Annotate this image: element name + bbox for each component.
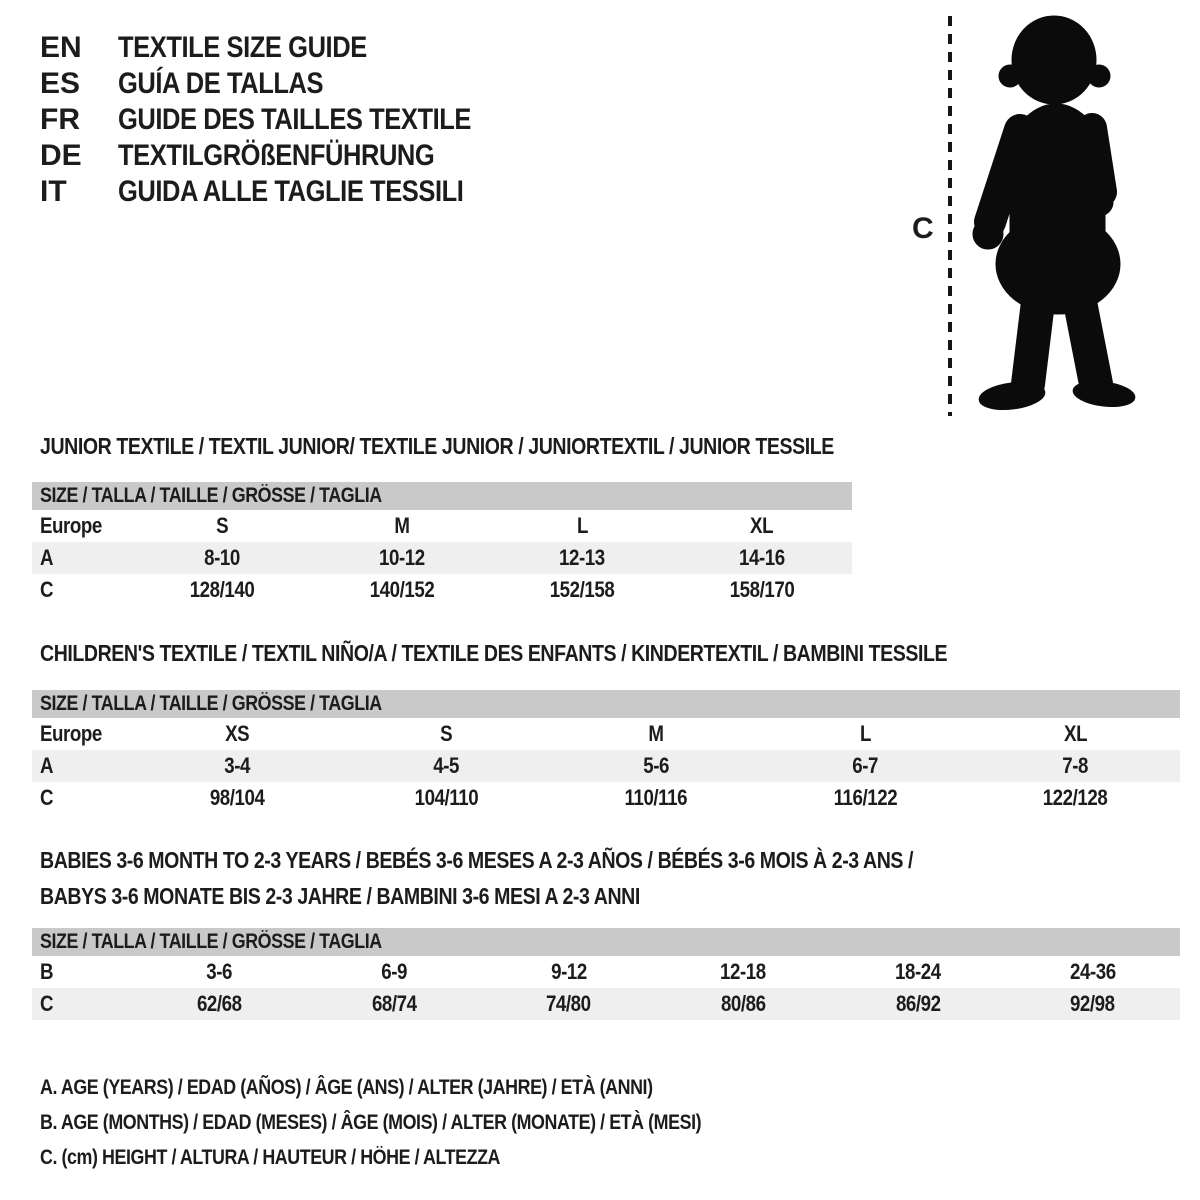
table-row	[32, 510, 852, 542]
table-row	[32, 574, 852, 606]
size-cell: XS	[224, 721, 249, 746]
guide-title: GUIDA ALLE TAGLIE TESSILI	[118, 175, 464, 208]
size-header-bar	[32, 482, 852, 510]
language-code: FR	[40, 103, 80, 136]
size-cell: 3-4	[223, 753, 250, 778]
size-cell: 12-13	[559, 545, 605, 570]
size-cell: 10-12	[379, 545, 425, 570]
size-cell: 18-24	[895, 959, 941, 984]
size-cell: 74/80	[546, 991, 591, 1016]
babies-size-table	[32, 928, 1180, 1020]
language-row	[40, 174, 533, 210]
row-label: C	[40, 785, 54, 810]
language-row	[40, 102, 533, 138]
guide-title: GUIDE DES TAILLES TEXTILE	[118, 103, 472, 136]
size-cell: 7-8	[1062, 753, 1089, 778]
size-cell: 98/104	[209, 785, 265, 810]
size-cell: M	[394, 513, 410, 538]
row-label: A	[40, 545, 54, 570]
size-cell: XL	[1063, 721, 1087, 746]
size-cell: L	[860, 721, 872, 746]
size-header-text: SIZE / TALLA / TAILLE / GRÖSSE / TAGLIA	[40, 484, 382, 507]
table-row	[32, 956, 1180, 988]
table-row	[32, 718, 1180, 750]
size-cell: 6-7	[852, 753, 879, 778]
section-title-text: CHILDREN'S TEXTILE / TEXTIL NIÑO/A / TEXTILE DES ENFANTS / KINDERTEXTIL / BAMBINI TESSILE	[40, 640, 948, 666]
size-cell: 86/92	[895, 991, 941, 1016]
height-measure-label: C	[912, 212, 934, 245]
row-label: B	[40, 959, 54, 984]
size-cell: 8-10	[204, 545, 240, 570]
height-measure-dashed-line	[948, 16, 952, 416]
size-cell: 62/68	[196, 991, 242, 1016]
junior-size-table	[32, 482, 852, 606]
row-label: C	[40, 991, 54, 1016]
legend-line-c: C. (cm) HEIGHT / ALTURA / HAUTEUR / HÖHE / ALTEZZA	[40, 1146, 501, 1169]
size-cell: 92/98	[1070, 991, 1115, 1016]
size-cell: 152/158	[549, 577, 615, 602]
size-cell: 158/170	[729, 577, 795, 602]
language-code: IT	[40, 175, 67, 208]
legend-line-b: B. AGE (MONTHS) / EDAD (MESES) / ÂGE (MOIS) / ALTER (MONATE) / ETÀ (MESI)	[40, 1111, 702, 1134]
language-row	[40, 30, 533, 66]
children-size-table	[32, 690, 1180, 814]
language-code: ES	[40, 67, 81, 100]
measurement-legend	[40, 1070, 818, 1175]
size-cell: 5-6	[643, 753, 669, 778]
section-title-text: JUNIOR TEXTILE / TEXTIL JUNIOR/ TEXTILE JUNIOR / JUNIORTEXTIL / JUNIOR TESSILE	[40, 433, 834, 459]
size-cell: 6-9	[381, 959, 407, 984]
row-label: C	[40, 577, 54, 602]
language-code: EN	[40, 31, 82, 64]
size-cell: 14-16	[739, 545, 785, 570]
size-cell: 140/152	[369, 577, 435, 602]
size-header-text: SIZE / TALLA / TAILLE / GRÖSSE / TAGLIA	[40, 930, 382, 953]
size-cell: L	[576, 513, 588, 538]
row-label: Europe	[40, 513, 102, 538]
size-cell: 122/128	[1042, 785, 1108, 810]
size-cell: 104/110	[414, 785, 479, 810]
table-row	[32, 988, 1180, 1020]
guide-title: TEXTILE SIZE GUIDE	[118, 31, 367, 64]
section-title-babies	[40, 842, 1067, 914]
size-header-bar	[32, 690, 1180, 718]
size-cell: 128/140	[189, 577, 255, 602]
guide-title: GUÍA DE TALLAS	[118, 67, 324, 100]
size-cell: 12-18	[720, 959, 767, 984]
section-title-junior	[40, 428, 974, 464]
size-cell: S	[215, 513, 229, 538]
size-cell: 24-36	[1069, 959, 1116, 984]
language-row	[40, 66, 533, 102]
section-title-line1: BABIES 3-6 MONTH TO 2-3 YEARS / BEBÉS 3-6 MESES A 2-3 AÑOS / BÉBÉS 3-6 MOIS À 2-3 ANS /	[40, 847, 914, 873]
size-cell: XL	[750, 513, 774, 538]
size-cell: M	[648, 721, 664, 746]
table-row	[32, 782, 1180, 814]
size-cell: 110/116	[624, 785, 688, 810]
toddler-silhouette-icon	[958, 12, 1138, 412]
size-cell: 80/86	[720, 991, 766, 1016]
row-label: Europe	[40, 721, 102, 746]
size-cell: 9-12	[550, 959, 587, 984]
row-label: A	[40, 753, 54, 778]
table-row	[32, 542, 852, 574]
legend-line-a: A. AGE (YEARS) / EDAD (AÑOS) / ÂGE (ANS) / ALTER (JAHRE) / ETÀ (ANNI)	[40, 1076, 653, 1099]
guide-title: TEXTILGRÖßENFÜHRUNG	[118, 139, 435, 172]
size-header-text: SIZE / TALLA / TAILLE / GRÖSSE / TAGLIA	[40, 692, 382, 715]
section-title-line2: BABYS 3-6 MONATE BIS 2-3 JAHRE / BAMBINI 3-6 MESI A 2-3 ANNI	[40, 883, 640, 909]
size-cell: 3-6	[206, 959, 233, 984]
language-title-list	[40, 30, 533, 210]
size-cell: 116/122	[833, 785, 898, 810]
size-cell: S	[440, 721, 453, 746]
table-row	[32, 750, 1180, 782]
section-title-children	[40, 635, 1107, 671]
size-cell: 68/74	[371, 991, 417, 1016]
size-header-bar	[32, 928, 1180, 956]
size-cell: 4-5	[433, 753, 460, 778]
language-row	[40, 138, 533, 174]
language-code: DE	[40, 139, 82, 172]
